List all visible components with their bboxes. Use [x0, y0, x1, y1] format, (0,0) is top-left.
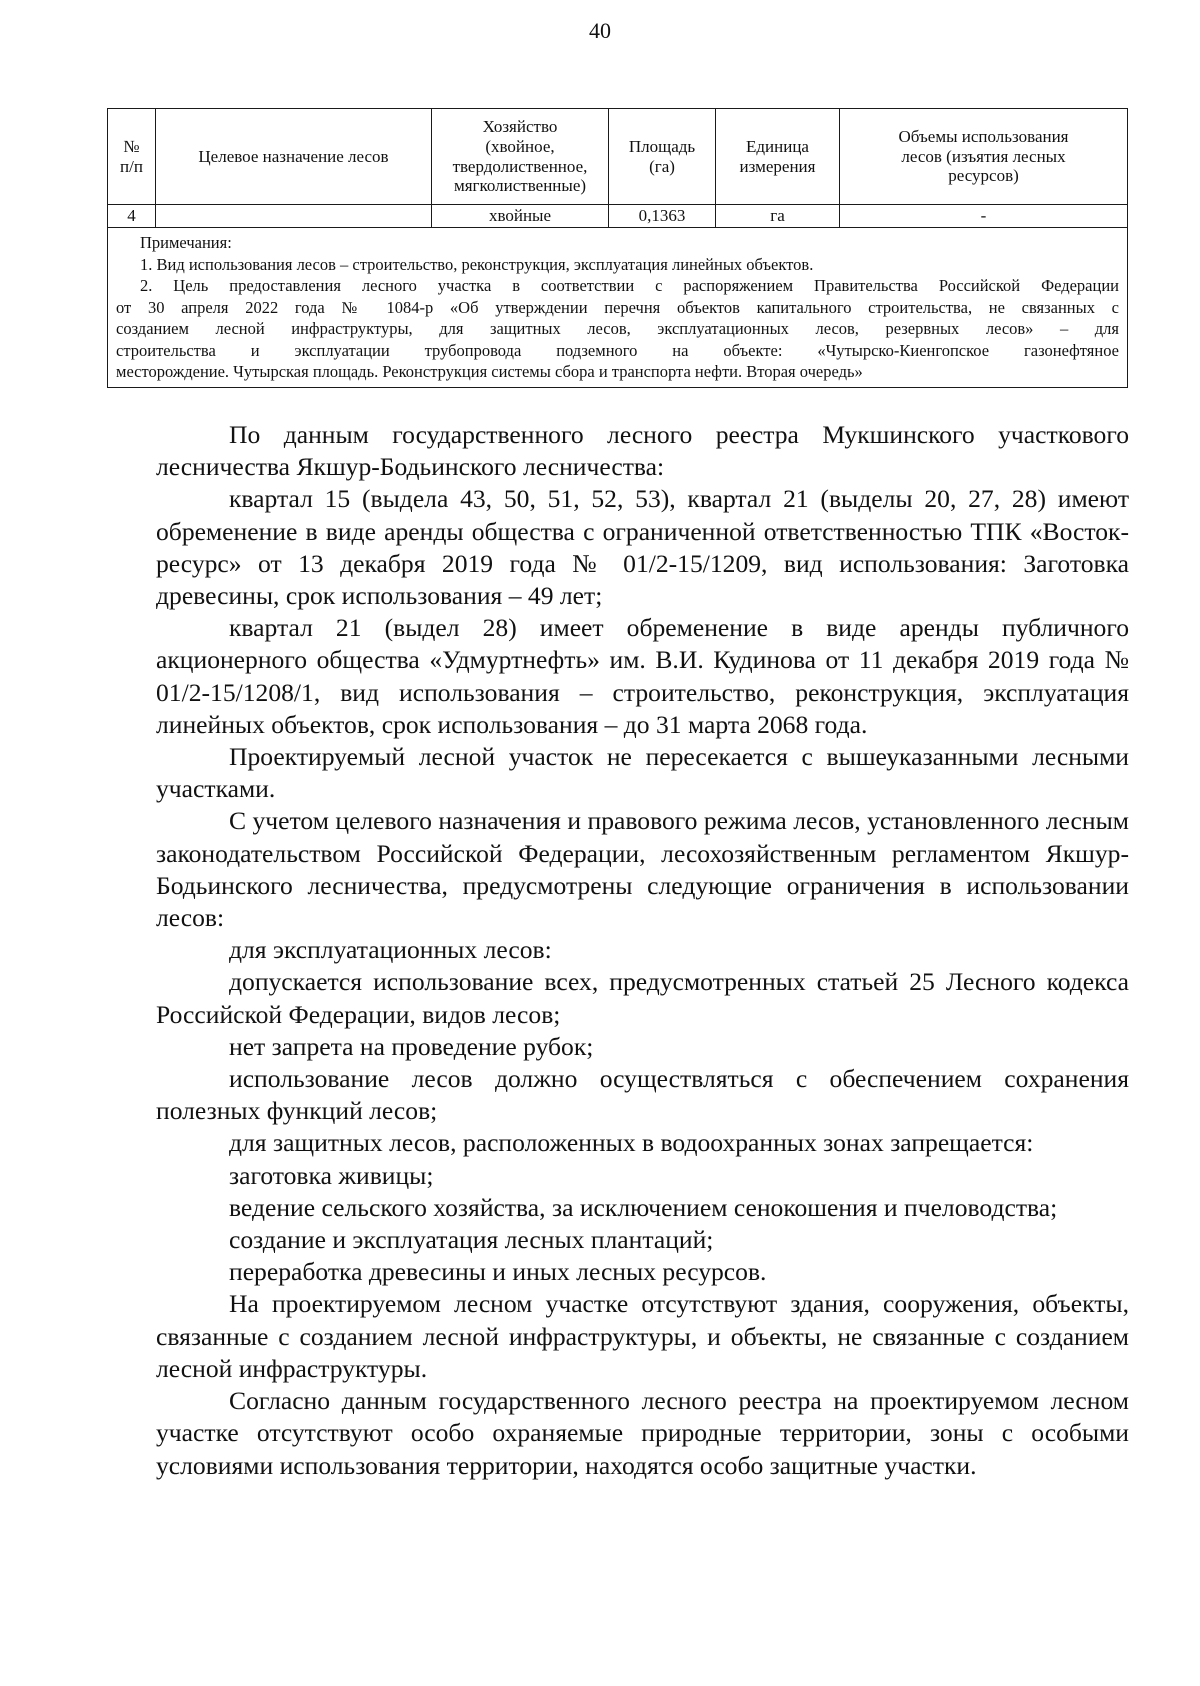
- paragraph-lease-1: квартал 15 (выдела 43, 50, 51, 52, 53), квартал 21 (выделы 20, 27, 28) имеют обременение в виде аренды общества с ограниченной ответственностью ТПК «Восток-ресурс» от 13 декабря 2019 года № 01/2-15/1209, вид использования: Заготовка древесины, срок использования – 49 лет;: [156, 484, 1129, 611]
- paragraph-agriculture: ведение сельского хозяйства, за исключением сенокошения и пчеловодства;: [229, 1192, 1058, 1222]
- paragraph-plantations: создание и эксплуатация лесных плантаций;: [229, 1225, 714, 1255]
- note-2-line-5: месторождение. Чутырская площадь. Реконструкция системы сбора и транспорта нефти. Вторая очередь»: [116, 362, 863, 381]
- body-text: [156, 419, 1129, 1482]
- table-header-row: [108, 109, 1128, 205]
- table-row: [108, 205, 1128, 228]
- paragraph-no-intersection: Проектируемый лесной участок не пересекается с вышеуказанными лесными участками.: [156, 742, 1129, 804]
- cell-area: 0,1363: [609, 205, 716, 228]
- paragraph-protected-areas: Согласно данным государственного лесного реестра на проектируемом лесном участке отсутствуют особо охраняемые природные территории, зоны с особыми условиями использования территории, находятся особо защитные участки.: [156, 1386, 1129, 1480]
- paragraph-restrictions-intro: С учетом целевого назначения и правового режима лесов, установленного лесным законодательством Российской Федерации, лесохозяйственным регламентом Якшур-Бодьинского лесничества, предусмотрены следующие ограничения в использовании лесов:: [156, 806, 1129, 933]
- note-2-line-3: созданием лесной инфраструктуры, для защитных лесов, эксплуатационных лесов, резервных лесов» – для: [116, 319, 1119, 338]
- cell-volume: -: [840, 205, 1128, 228]
- cell-purpose: [156, 205, 432, 228]
- notes-title: Примечания:: [140, 233, 232, 252]
- paragraph-no-logging-ban: нет запрета на проведение рубок;: [229, 1031, 594, 1061]
- header-purpose: Целевое назначение лесов: [156, 109, 432, 205]
- paragraph-wood-processing: переработка древесины и иных лесных ресурсов.: [229, 1257, 767, 1287]
- note-2-line-1: 2. Цель предоставления лесного участка в соответствии с распоряжением Правительства Российской Федерации: [140, 276, 1119, 295]
- paragraph-exploitation-forests: для эксплуатационных лесов:: [229, 935, 552, 965]
- cell-farm-type: хвойные: [432, 205, 609, 228]
- header-area: Площадь (га): [609, 109, 716, 205]
- header-unit: Единица измерения: [716, 109, 840, 205]
- forest-use-table: [107, 108, 1128, 388]
- paragraph-no-buildings: На проектируемом лесном участке отсутствуют здания, сооружения, объекты, связанные с созданием лесной инфраструктуры, и объекты, не связанные с созданием лесной инфраструктуры.: [156, 1289, 1129, 1383]
- paragraph-resin-harvesting: заготовка живицы;: [229, 1160, 434, 1190]
- paragraph-preserve-functions: использование лесов должно осуществляться с обеспечением сохранения полезных функций лесов;: [156, 1064, 1129, 1126]
- paragraph-registry-intro: По данным государственного лесного реестра Мукшинского участкового лесничества Якшур-Бодьинского лесничества:: [156, 420, 1129, 482]
- page-number: 40: [589, 18, 611, 43]
- note-1: 1. Вид использования лесов – строительство, реконструкция, эксплуатация линейных объектов.: [140, 254, 814, 274]
- header-volume: Объемы использования лесов (изъятия лесных ресурсов): [840, 109, 1128, 205]
- cell-unit: га: [716, 205, 840, 228]
- note-2-line-2: от 30 апреля 2022 года № 1084-р «Об утверждении перечня объектов капитального строительства, не связанных с: [116, 297, 1119, 317]
- header-farm-type: Хозяйство (хвойное, твердолиственное, мягколиственные): [432, 109, 609, 205]
- paragraph-lease-2: квартал 21 (выдел 28) имеет обременение в виде аренды публичного акционерного общества «Удмуртнефть» им. В.И. Кудинова от 11 декабря 2019 года № 01/2-15/1208/1, вид использования – строительство, реконструкция, эксплуатация линейных объектов, срок использования – до 31 марта 2068 года.: [156, 613, 1129, 739]
- table-notes-row: [108, 228, 1128, 388]
- table-notes: [108, 228, 1128, 388]
- cell-number: 4: [108, 205, 156, 228]
- note-2-line-4: строительства и эксплуатации трубопровода подземного на объекте: «Чутырско-Киенгопское газонефтяное: [116, 340, 1119, 360]
- paragraph-all-uses-allowed: допускается использование всех, предусмотренных статьей 25 Лесного кодекса Российской Федерации, видов лесов;: [156, 967, 1129, 1029]
- paragraph-protective-forests: для защитных лесов, расположенных в водоохранных зонах запрещается:: [229, 1128, 1034, 1158]
- header-number: № п/п: [108, 109, 156, 205]
